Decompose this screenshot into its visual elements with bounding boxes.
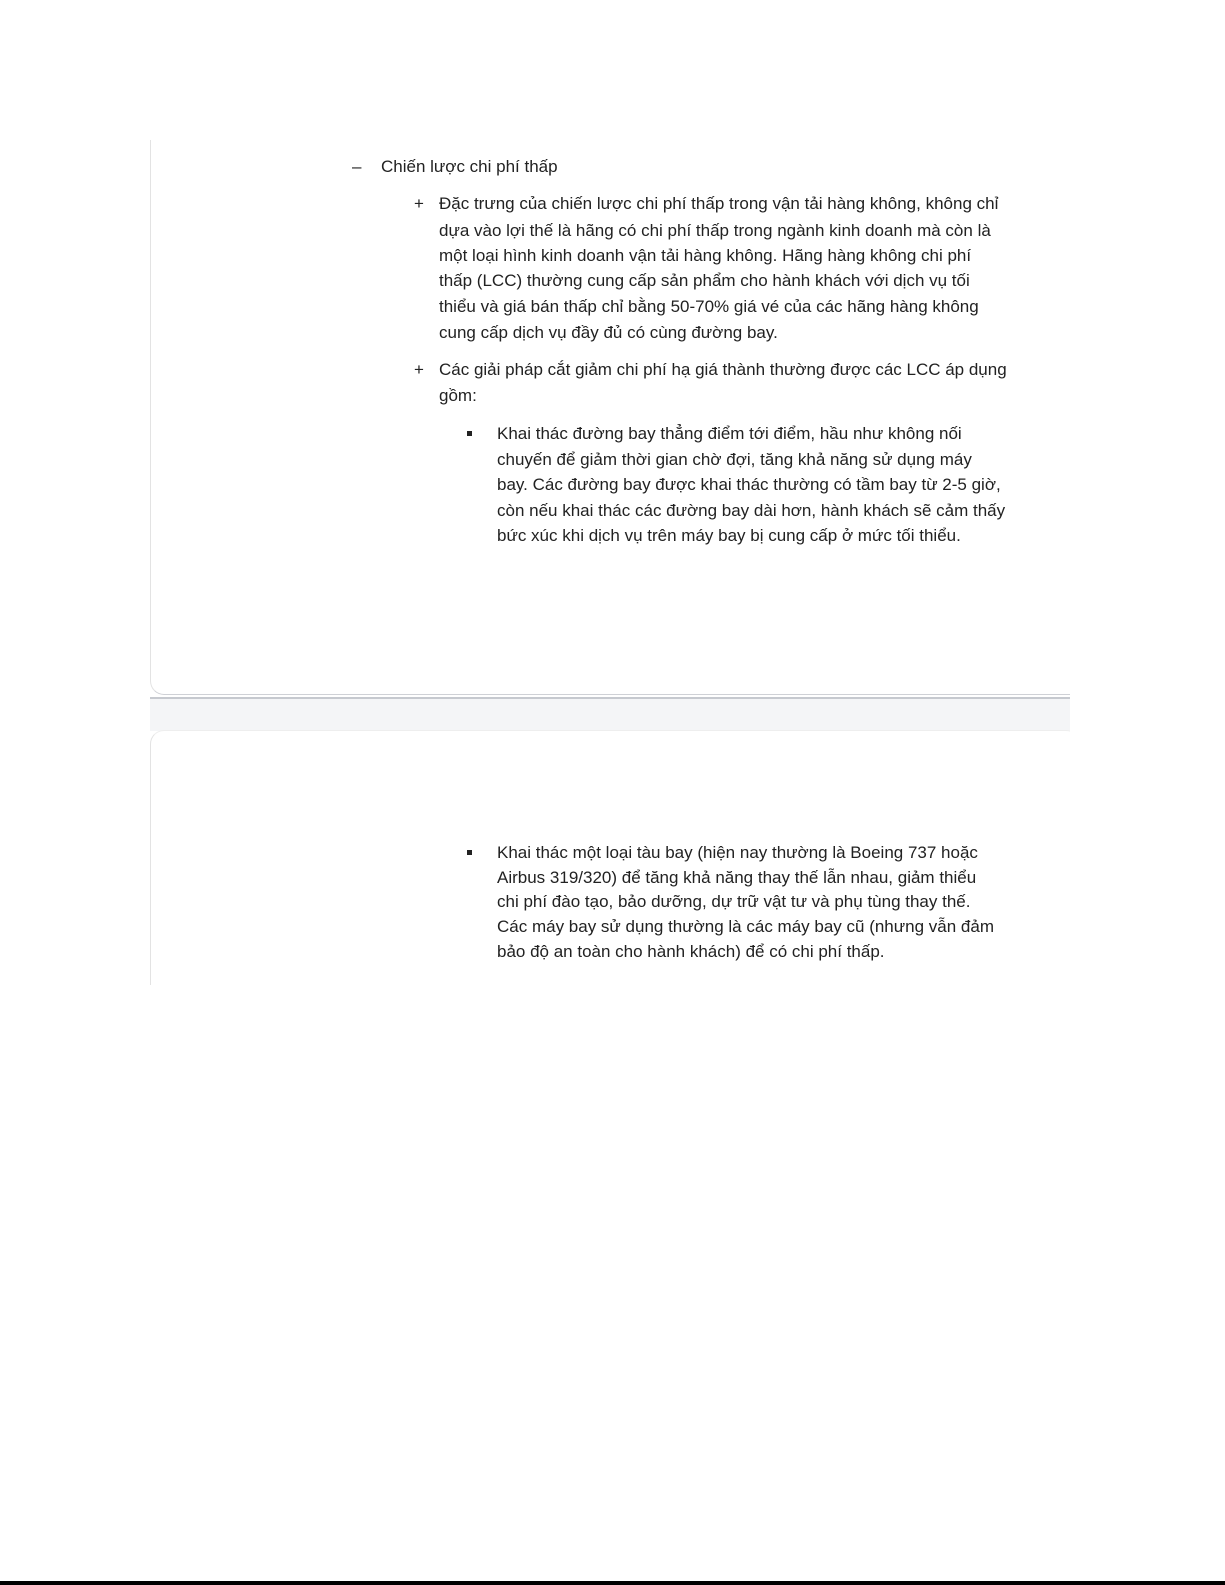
bullet-line: bảo độ an toàn cho hành khách) để có chi phí thấp. [497, 942, 885, 961]
viewer-right-edge [1070, 130, 1225, 985]
bullet-line: Khai thác đường bay thẳng điểm tới điểm, hầu như không nối [497, 424, 962, 443]
bullet-line: chi phí đào tạo, bảo dưỡng, dự trữ vật tư và phụ tùng thay thế. [497, 892, 971, 911]
bullet-line: Các máy bay sử dụng thường là các máy bay cũ (nhưng vẫn đảm [497, 917, 994, 936]
bullet-line: chuyến để giảm thời gian chờ đợi, tăng khả năng sử dụng máy [497, 450, 972, 469]
paragraph-line: thấp (LCC) thường cung cấp sản phẩm cho hành khách với dịch vụ tối [439, 271, 970, 290]
page-separator [150, 697, 1070, 731]
paragraph-line: dựa vào lợi thế là hãng có chi phí thấp trong ngành kinh doanh mà còn là [439, 221, 991, 240]
plus-marker: + [414, 194, 424, 213]
paragraph-line: một loại hình kinh doanh vận tải hàng không. Hãng hàng không chi phí [439, 246, 972, 265]
paragraph-line: thiểu và giá bán thấp chỉ bằng 50-70% giá vé của các hãng hàng không [439, 297, 979, 316]
paragraph-line: Đặc trưng của chiến lược chi phí thấp trong vận tải hàng không, không chỉ [439, 194, 999, 213]
paragraph-line: Các giải pháp cắt giảm chi phí hạ giá thành thường được các LCC áp dụng [439, 360, 1007, 379]
bullet-line: Airbus 319/320) để tăng khả năng thay thế lẫn nhau, giảm thiểu [497, 868, 977, 887]
square-bullet-icon [467, 431, 472, 436]
bullet-line: Khai thác một loại tàu bay (hiện nay thường là Boeing 737 hoặc [497, 843, 978, 862]
square-bullet-icon [467, 850, 472, 855]
bottom-edge-bar [0, 1581, 1225, 1585]
bullet-line: bay. Các đường bay được khai thác thường có tầm bay từ 2-5 giờ, [497, 475, 1001, 494]
paragraph-line: gồm: [439, 386, 477, 405]
paragraph-line: cung cấp dịch vụ đầy đủ có cùng đường bay. [439, 323, 778, 342]
section-heading: Chiến lược chi phí thấp [381, 157, 558, 176]
dash-marker: – [352, 157, 362, 176]
plus-marker: + [414, 360, 424, 379]
bullet-line: bức xúc khi dịch vụ trên máy bay bị cung cấp ở mức tối thiểu. [497, 526, 961, 545]
bullet-line: còn nếu khai thác các đường bay dài hơn, hành khách sẽ cảm thấy [497, 501, 1006, 520]
